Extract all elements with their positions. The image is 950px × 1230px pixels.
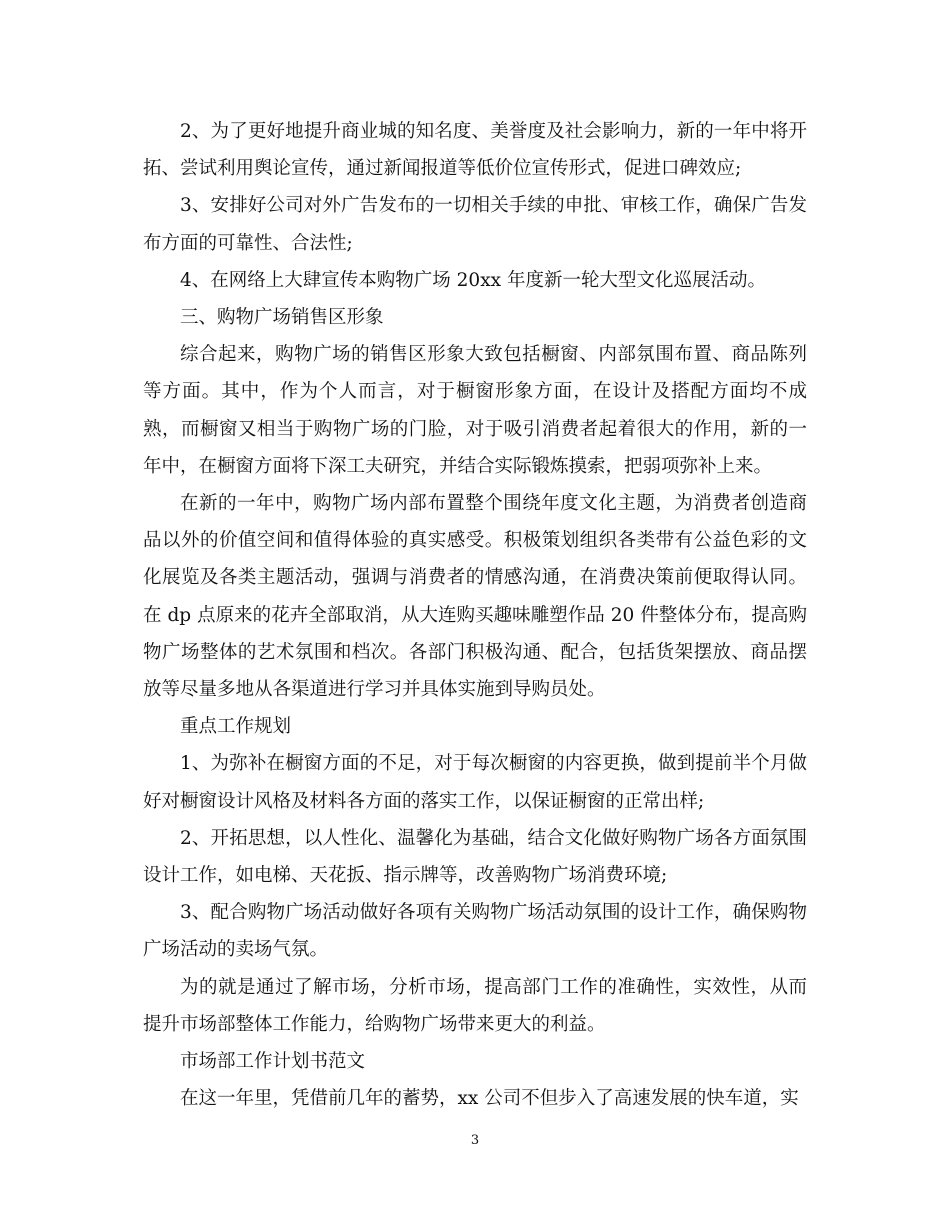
document-body — [143, 113, 807, 1117]
paragraph: 2、为了更好地提升商业城的知名度、美誉度及社会影响力，新的一年中将开拓、尝试利用舆论宣传，通过新闻报道等低价位宣传形式，促进口碑效应; — [143, 121, 807, 180]
page-number: 3 — [470, 1133, 480, 1148]
paragraph: 2、开拓思想，以人性化、温馨化为基础，结合文化做好购物广场各方面氛围设计工作，如电梯、天花扳、指示牌等，改善购物广场消费环境; — [143, 827, 807, 887]
section-heading: 重点工作规划 — [180, 716, 292, 738]
paragraph: 3、安排好公司对外广告发布的一切相关手续的申批、审核工作，确保广告发布方面的可靠性、合法性; — [143, 195, 807, 254]
paragraph: 在新的一年中，购物广场内部布置整个围绕年度文化主题，为消费者创造商品以外的价值空间和值得体验的真实感受。积极策划组织各类带有公益色彩的文化展览及各类主题活动，强调与消费者的情感沟通，在消费决策前便取得认同。在 dp 点原来的花卉全部取消，从大连购买趣味雕塑作品 20 件整体分布，提高购物广场整体的艺术氛围和档次。各部门积极沟通、配合，包括货架摆放、商品摆放等尽量多地从各渠道进行学习并具体实施到导购员处。 — [143, 493, 807, 701]
section-heading: 三、购物广场销售区形象 — [180, 307, 384, 329]
section-heading: 市场部工作计划书范文 — [180, 1051, 366, 1073]
paragraph: 综合起来，购物广场的销售区形象大致包括橱窗、内部氛围布置、商品陈列等方面。其中，作为个人而言，对于橱窗形象方面，在设计及搭配方面均不成熟，而橱窗又相当于购物广场的门脸，对于吸引消费者起着很大的作用，新的一年中，在橱窗方面将下深工夫研究，并结合实际锻炼摸索，把弱项弥补上来。 — [143, 344, 807, 477]
paragraph: 3、配合购物广场活动做好各项有关购物广场活动氛围的设计工作，确保购物广场活动的卖场气氛。 — [143, 902, 807, 961]
paragraph: 在这一年里，凭借前几年的蓄势，xx 公司不但步入了高速发展的快车道，实 — [180, 1088, 799, 1110]
paragraph: 4、在网络上大肆宣传本购物广场 20xx 年度新一轮大型文化巡展活动。 — [180, 269, 766, 291]
paragraph: 1、为弥补在橱窗方面的不足，对于每次橱窗的内容更换，做到提前半个月做好对橱窗设计风格及材料各方面的落实工作，以保证橱窗的正常出样; — [143, 753, 807, 812]
paragraph: 为的就是通过了解市场，分析市场，提高部门工作的准确性，实效性，从而提升市场部整体工作能力，给购物广场带来更大的利益。 — [143, 976, 807, 1035]
